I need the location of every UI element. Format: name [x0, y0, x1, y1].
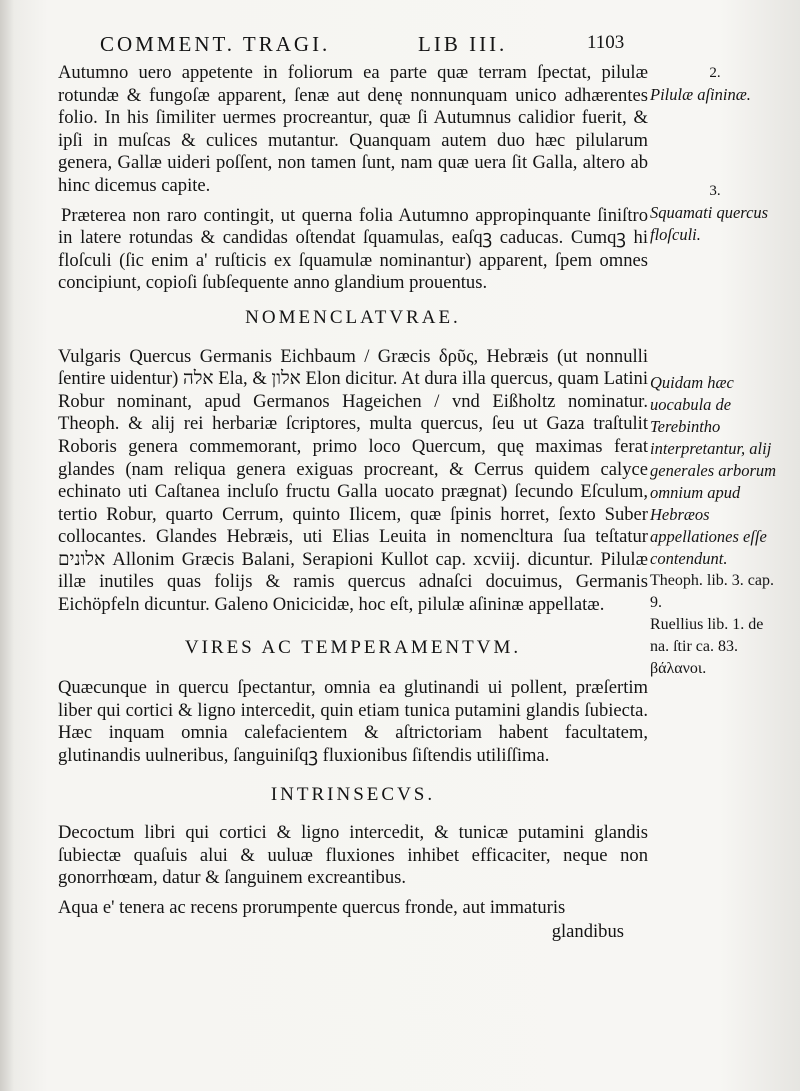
marginal-note-text: Quidam hæc uocabula de Terebintho interpretantur, alij generales arborum omnium apud Hebræos appellationes eſſe contendunt.: [650, 373, 777, 568]
paragraph: Autumno uero appetente in foliorum ea parte quæ terram ſpectat, pilulæ rotundæ & fungoſæ apparent, ſenæ aut denę nonnunquam unico adhærentes folio. In his ſimiliter uermes procreantur, quæ ſi Autumnus calidior fuerit, & ipſi in muſcas & culices mutantur. Quanquam autem duo hæc pilularum genera, Gallæ uideri poſſent, non tamen ſunt, nam quæ uera ſit Galla, altero ab hinc dicemus capite.: [58, 62, 648, 196]
marginal-reference: βάλανοι.: [650, 660, 707, 677]
marginal-reference: Theoph. lib. 3. cap. 9.: [650, 572, 774, 611]
catchword: glandibus: [551, 920, 624, 942]
running-header: [100, 32, 630, 62]
marginal-note-3: [650, 372, 780, 680]
paragraph: Decoctum libri qui cortici & ligno intercedit, & tunicæ putamini glandis ſubiectæ quaſuis alui & uuluæ fluxiones inhibet efficaciter, neque non gonorrhœam, datur & ſanguinem excreantibus.: [58, 822, 648, 889]
main-text-column: [58, 62, 648, 950]
section-heading-nomenclature: NOMENCLATVRAE.: [245, 306, 461, 328]
paragraph: Aqua e' tenera ac recens prorumpente quercus fronde, aut immaturis: [58, 897, 566, 918]
marginal-note-number: 3.: [709, 183, 721, 199]
section-heading-vires: VIRES AC TEMPERAMENTVM.: [184, 636, 522, 658]
running-title: COMMENT. TRAGI.: [100, 32, 331, 56]
marginal-note-number: 2.: [709, 65, 721, 81]
paragraph: Vulgaris Quercus Germanis Eichbaum / Græcis δρῦς, Hebræis (ut nonnulli ſentire uidentur) אלה Ela, & אלון Elon dicitur. At dura illa quercus, quam Latini Robur nominant, apud Germanos Hageichen / vnd Eißholtz nominatur. Theoph. & alij rei herbariæ ſcriptores, multa quercus, ſeu ut Gaza traſtulit Roboris genera commemorant, primo loco Quercum, quę maximas ferat glandes (nam reliqua genera exiguas procreant, & Cerrus quidem calyce echinato uti Caſtanea incluſo fructu Galla uocato prægnat) ſecundo Eſculum, tertio Robur, quarto Cerrum, quinto Ilicem, quæ ſpinis horret, ſexto Suber collocantes. Glandes Hebræis, uti Elias Leuita in nomencltura ſua teſtatur אלונים Allonim Græcis Balani, Serapioni Kullot cap. xcviij. dicuntur. Pilulæ illæ inutiles quas folijs & ramis quercus adnaſci docuimus, Germanis Eichöpfeln dicuntur. Galeno Onicicidæ, hoc eſt, pilulæ aſininæ appellatæ.: [58, 345, 648, 616]
marginal-reference: Ruellius lib. 1. de na. ſtir ca. 83.: [650, 616, 764, 655]
marginal-note-2: [650, 180, 780, 246]
spine-shadow: [0, 0, 14, 1091]
book-number: LIB III.: [418, 32, 508, 56]
folio-number: 1103: [587, 32, 625, 53]
marginal-note-text: Pilulæ aſininæ.: [650, 85, 751, 104]
marginal-note-text: Squamati quercus floſculi.: [650, 203, 769, 244]
paragraph: Quæcunque in quercu ſpectantur, omnia ea glutinandi ui pollent, præſertim liber qui cortici & ligno intercedit, quin etiam tunica putamini glandis ſubiecta. Hæc inquam omnia calefacientem & aſtrictoriam habent facultatem, glutinandis uulneribus, ſanguiniſqꝫ fluxionibus ſiſtendis utiliſſima.: [58, 677, 648, 767]
section-heading-intrinsecus: INTRINSECVS.: [270, 783, 436, 805]
paragraph: Præterea non raro contingit, ut querna folia Autumno appropinquante ſiniſtro in latere rotundas & candidas oſtendat ſquamulas, eaſqꝫ caducas. Cumqꝫ hi floſculi (ſic enim a' ruſticis ex ſquamulæ nominantur) apparent, ſpem omnes concipiunt, copioſi ſubſequente anno glandium prouentus.: [58, 204, 648, 294]
marginal-note-1: [650, 62, 780, 106]
